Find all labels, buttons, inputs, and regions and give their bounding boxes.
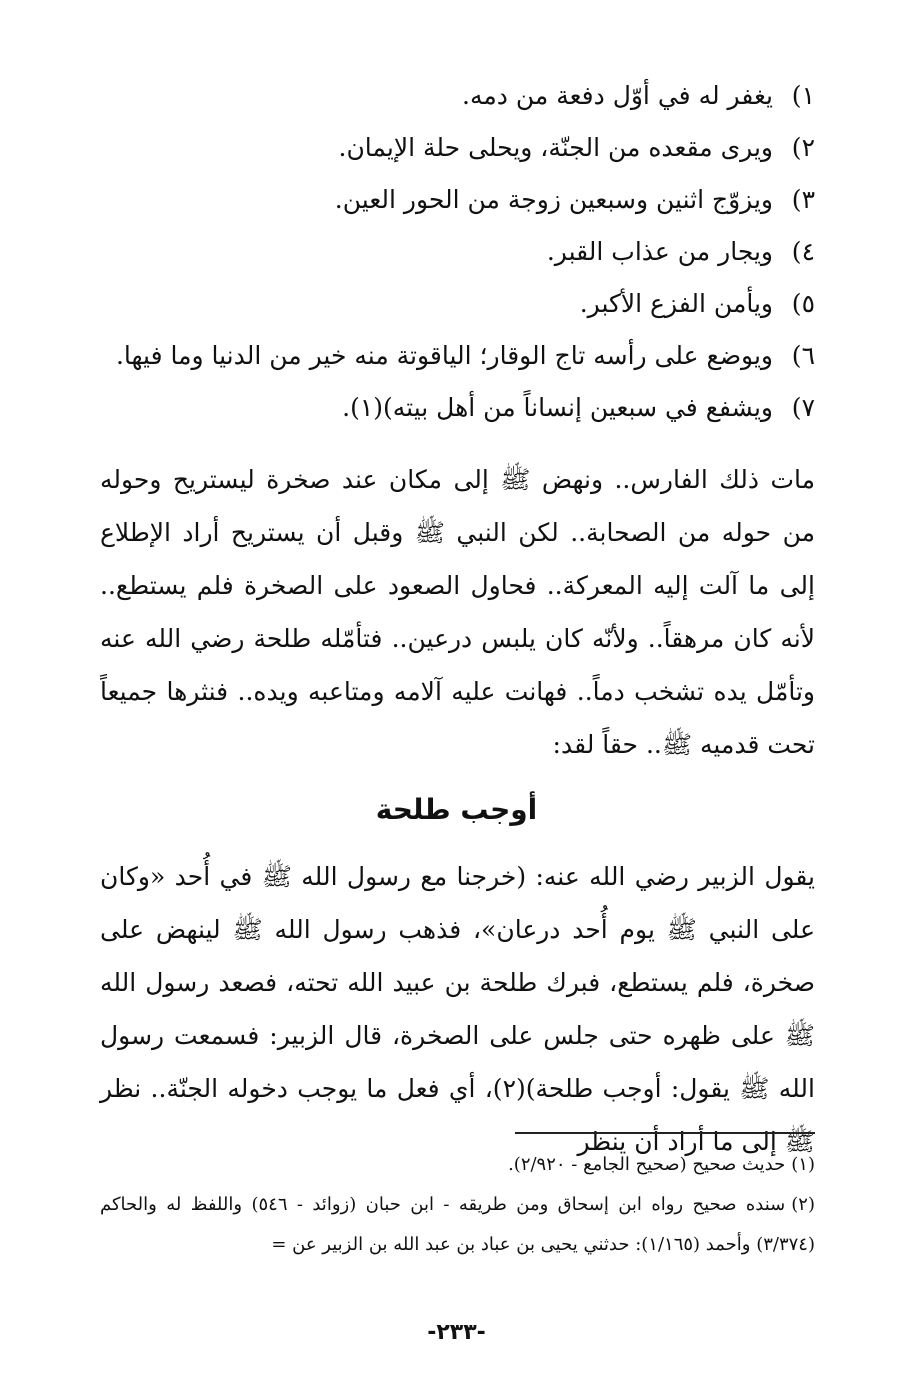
section-heading: أوجب طلحة (375, 793, 538, 826)
body-paragraph-1: مات ذلك الفارس.. ونهض ﷺ إلى مكان عند صخرة ليستريح وحوله من حوله من الصحابة.. لكن النبي ﷺ وقبل أن يستريح أراد الإطلاع إلى ما آلت إليه المعركة.. فحاول الصعود على الصخرة فلم يستطع.. لأنه كان مرهقاً.. ولأنّه كان يلبس درعين.. فتأمّله طلحة رضي الله عنه وتأمّل يده تشخب دماً.. فهانت عليه آلامه ومتاعبه ويده.. فنثرها جميعاً تحت قدميه ﷺ.. حقاً لقد: (100, 465, 815, 759)
page-number: -٢٣٣- (427, 1320, 486, 1345)
list-item-text: ويشفع في سبعين إنساناً من أهل بيته)(١). (342, 393, 773, 422)
list-item-number: ٢) (791, 133, 815, 162)
footnote (100, 1185, 815, 1265)
list-item (95, 382, 815, 434)
footnote-text: حديث صحيح (صحيح الجامع - ٢/٩٢٠). (508, 1154, 786, 1175)
list-item (95, 70, 815, 122)
list-item-text: ويأمن الفزع الأكبر. (579, 289, 773, 318)
list-item (95, 278, 815, 330)
list-item-text: ويزوّج اثنين وسبعين زوجة من الحور العين. (334, 185, 773, 214)
footnotes (100, 1145, 815, 1265)
footnote-number: (١) (791, 1154, 815, 1175)
body-paragraph-2: يقول الزبير رضي الله عنه: (خرجنا مع رسول الله ﷺ في أُحد «وكان على النبي ﷺ يوم أُحد درعان»، فذهب رسول الله ﷺ لينهض على صخرة، فلم يستطع، فبرك طلحة بن عبيد الله تحته، فصعد رسول الله ﷺ على ظهره حتى جلس على الصخرة، قال الزبير: فسمعت رسول الله ﷺ يقول: أوجب طلحة)(٢)، أي فعل ما يوجب دخوله الجنّة.. نظر ﷺ إلى ما أراد أن ينظر (100, 862, 815, 1156)
list-item-text: ويوضع على رأسه تاج الوقار؛ الياقوتة منه خير من الدنيا وما فيها. (115, 341, 773, 370)
footnote-text: سنده صحيح رواه ابن إسحاق ومن طريقه - ابن حبان (زوائد - ٥٤٦) واللفظ له والحاكم (٣/٣٧٤) وأحمد (١/١٦٥): حدثني يحيى بن عباد بن عبد الله بن الزبير عن = (100, 1194, 815, 1255)
list-item-number: ٧) (791, 393, 815, 422)
list-item-number: ٥) (791, 289, 815, 318)
list-item-number: ٣) (791, 185, 815, 214)
list-item-text: ويرى مقعده من الجنّة، ويحلى حلة الإيمان. (338, 133, 773, 162)
rewards-list (95, 70, 815, 434)
list-item-number: ٦) (791, 341, 815, 370)
list-item (95, 122, 815, 174)
list-item-number: ١) (791, 81, 815, 110)
list-item-number: ٤) (791, 237, 815, 266)
list-item-text: يغفر له في أوّل دفعة من دمه. (462, 81, 773, 110)
footnote-separator (515, 1132, 815, 1134)
footnote (100, 1145, 815, 1185)
list-item-text: ويجار من عذاب القبر. (546, 237, 773, 266)
list-item (95, 226, 815, 278)
footnote-number: (٢) (791, 1194, 815, 1215)
list-item (95, 174, 815, 226)
list-item (95, 330, 815, 382)
